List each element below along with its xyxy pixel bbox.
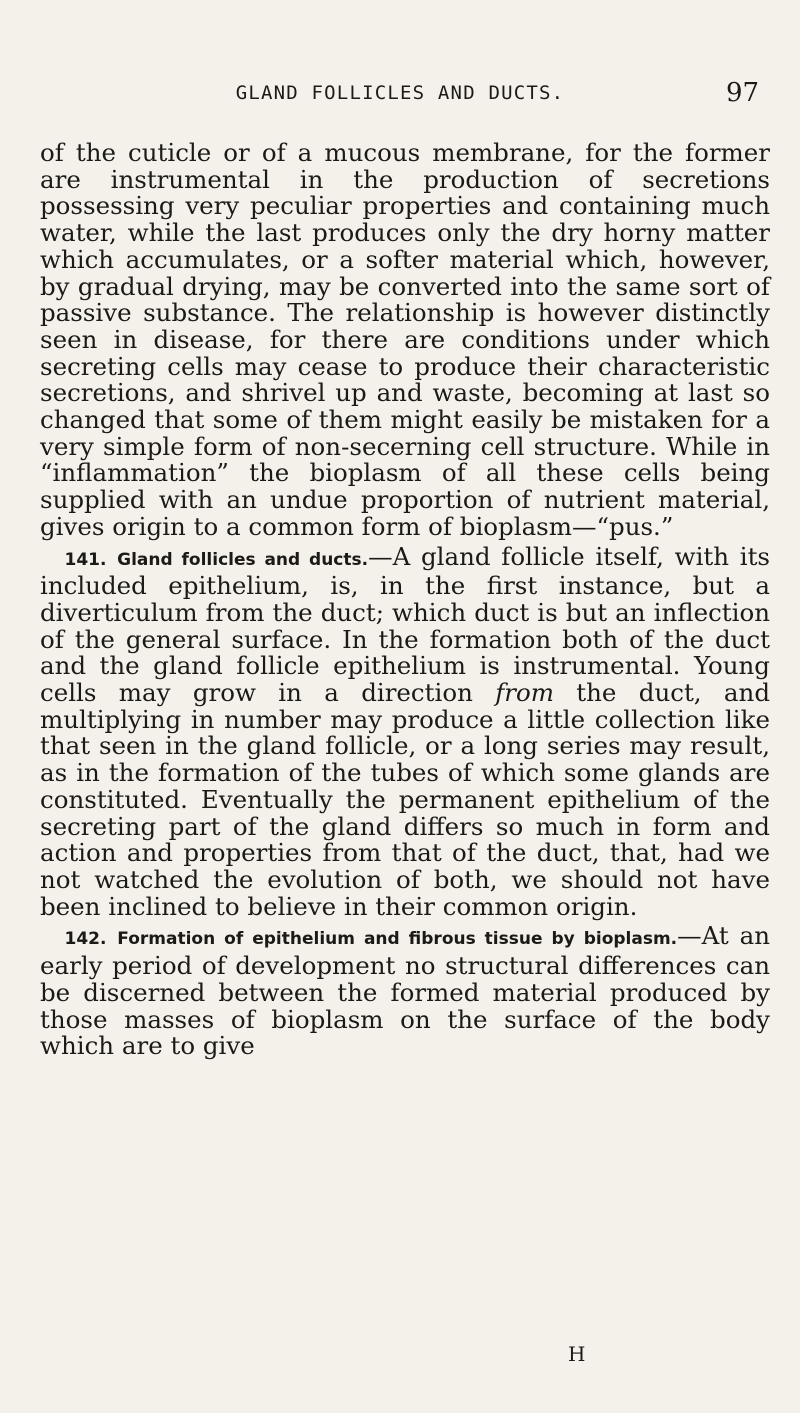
section-text: —At an early period of development no structural differences can be discerned between the formed material produced by those masses of bioplasm on the surface of the body which are to give	[40, 921, 770, 1061]
paragraph-continuation: of the cuticle or of a mucous membrane, for the former are instrumental in the production of secretions possessing very peculiar properties and containing much water, while the last produces only the dry horny matter which accumulates, or a softer material which, however, by gradual drying, may be converted into the same sort of passive substance. The relationship is however distinctly seen in disease, for there are conditions under which secreting cells may cease to produce their characteristic secretions, and shrivel up and waste, becoming at last so changed that some of them might easily be mistaken for a very simple form of non-secerning cell structure. While in “inflammation” the bioplasm of all these cells being supplied with an undue proportion of nutrient material, gives origin to a common form of bioplasm—“pus.”	[40, 138, 770, 541]
section-141	[40, 541, 771, 921]
running-head: GLAND FOLLICLES AND DUCTS.	[235, 82, 565, 104]
emphasis-text: from	[495, 678, 554, 708]
section-text: —A gland follicle itself, with its included epithelium, is, in the first instance, but a diverticulum from the duct; which duct is but an inflection of the general surface. In the formation both of the duct and the gland follicle epithelium is instrumental. Young cells may grow in a direction	[40, 541, 770, 708]
section-heading: Formation of epithelium and fibrous tissue by bioplasm.	[117, 929, 678, 950]
section-142	[40, 923, 770, 1060]
signature-mark: H	[568, 1342, 586, 1366]
section-number: 141.	[64, 549, 107, 570]
section-text: the duct, and multiplying in number may produce a little collection like that seen in the gland follicle, or a long series may result, as in the formation of the tubes of which some glands are constituted. Eventually the permanent epithelium of the secreting part of the gland differs so much in form and action and properties from that of the duct, that, had we not watched the evolution of both, we should not have been inclined to believe in their common origin.	[40, 678, 771, 921]
page-number: 97	[726, 78, 760, 108]
section-heading: Gland follicles and ducts.	[117, 549, 369, 570]
body-text	[40, 140, 770, 1060]
section-number: 142.	[64, 929, 107, 950]
